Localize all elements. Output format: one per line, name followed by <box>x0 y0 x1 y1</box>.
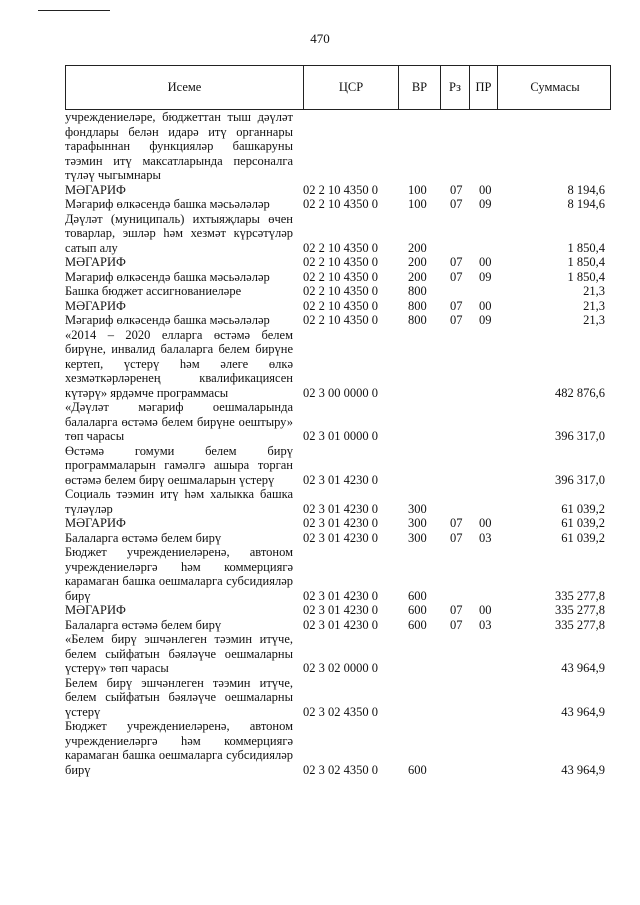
row-sum: 21,3 <box>583 284 605 298</box>
row-rz: 07 <box>450 530 463 545</box>
row-csr: 02 2 10 4350 0 <box>303 240 378 255</box>
row-pr: 09 <box>479 313 492 327</box>
table-row <box>65 400 611 444</box>
row-rz: 07 <box>450 516 463 530</box>
table-row <box>65 299 611 314</box>
row-vr: 300 <box>408 516 427 530</box>
row-sum: 21,3 <box>583 298 605 313</box>
row-vr: 300 <box>408 501 427 516</box>
table-row <box>65 255 611 270</box>
row-name: МӘГАРИФ <box>65 298 126 313</box>
row-pr: 09 <box>479 197 492 211</box>
row-sum: 8 194,6 <box>567 197 605 211</box>
row-csr: 02 3 02 4350 0 <box>303 704 378 719</box>
row-rz: 07 <box>450 197 463 211</box>
header-rz: Рз <box>441 66 470 109</box>
row-csr: 02 2 10 4350 0 <box>303 197 378 211</box>
table-row <box>65 313 611 328</box>
row-csr: 02 2 10 4350 0 <box>303 182 378 197</box>
row-vr: 100 <box>408 197 427 211</box>
row-sum: 335 277,8 <box>555 603 605 617</box>
table-row <box>65 197 611 212</box>
row-vr: 600 <box>408 617 427 632</box>
row-csr: 02 2 10 4350 0 <box>303 313 378 327</box>
row-pr: 09 <box>479 269 492 284</box>
row-sum: 21,3 <box>583 313 605 327</box>
row-vr: 200 <box>408 240 427 255</box>
table-row <box>65 618 611 633</box>
row-pr: 00 <box>479 255 492 269</box>
row-vr: 600 <box>408 762 427 777</box>
row-sum: 335 277,8 <box>555 588 605 603</box>
row-name: Дәүләт (муниципаль) ихтыяҗлары өчен товарлар, эшләр һәм хезмәт күрсәтүләр сатып алу <box>65 211 293 255</box>
table-row <box>65 212 611 256</box>
row-csr: 02 2 10 4350 0 <box>303 255 378 269</box>
row-rz: 07 <box>450 269 463 284</box>
row-pr: 03 <box>479 617 492 632</box>
table-row <box>65 531 611 546</box>
row-csr: 02 2 10 4350 0 <box>303 269 378 284</box>
row-sum: 43 964,9 <box>561 762 605 777</box>
row-name: Башка бюджет ассигнованиеләре <box>65 284 242 298</box>
row-pr: 00 <box>479 603 492 617</box>
row-vr: 800 <box>408 298 427 313</box>
row-name: Балаларга өстәмә белем бирү <box>65 617 222 632</box>
row-name: Мәгариф өлкәсендә башка мәсьәләләр <box>65 197 270 211</box>
table-header <box>65 65 611 110</box>
table-row <box>65 516 611 531</box>
table-row <box>65 270 611 285</box>
row-csr: 02 3 01 4230 0 <box>303 501 378 516</box>
row-csr: 02 3 01 4230 0 <box>303 603 378 617</box>
row-sum: 1 850,4 <box>567 240 605 255</box>
row-csr: 02 3 01 4230 0 <box>303 530 378 545</box>
row-vr: 800 <box>408 313 427 327</box>
row-name: Өстәмә гомуми белем бирү программаларын гамәлгә ашыра торган өстәмә белем бирү оешмаларын үстерү <box>65 443 293 487</box>
header-vr: ВР <box>399 66 441 109</box>
table-row <box>65 545 611 603</box>
table-body <box>65 110 611 777</box>
row-rz: 07 <box>450 617 463 632</box>
row-sum: 43 964,9 <box>561 704 605 719</box>
row-pr: 00 <box>479 182 492 197</box>
row-rz: 07 <box>450 313 463 327</box>
row-sum: 1 850,4 <box>567 255 605 269</box>
row-name: Социаль тәэмин итү һәм халыкка башка түләүләр <box>65 487 293 516</box>
row-vr: 300 <box>408 530 427 545</box>
row-rz: 07 <box>450 182 463 197</box>
row-csr: 02 3 01 4230 0 <box>303 588 378 603</box>
row-csr: 02 3 02 4350 0 <box>303 762 378 777</box>
header-pr: ПР <box>470 66 498 109</box>
row-sum: 396 317,0 <box>555 472 605 487</box>
header-sum: Суммасы <box>530 80 580 94</box>
table-row <box>65 676 611 720</box>
row-vr: 800 <box>408 284 427 298</box>
row-name: Бюджет учреждениеләренә, автоном учреждениеләргә һәм коммерциягә карамаган башка оешмаларга субсидияләр бирү <box>65 719 293 777</box>
row-name: учреждениеләре, бюджеттан тыш дәүләт фондлары белән идарә итү органнары тарафыннан функцияләр башкаруны тәэмин итү максатларында персоналга түләү чыгымнары <box>65 110 293 182</box>
row-csr: 02 3 02 0000 0 <box>303 661 378 675</box>
row-csr: 02 3 01 0000 0 <box>303 429 378 443</box>
row-name: Мәгариф өлкәсендә башка мәсьәләләр <box>65 269 270 284</box>
row-csr: 02 3 01 4230 0 <box>303 472 378 487</box>
row-name: «Белем бирү эшчәнлеген тәэмин итүче, белем сыйфатын бәяләүче оешмаларны үстерү» төп чарасы <box>65 632 293 675</box>
row-csr: 02 2 10 4350 0 <box>303 298 378 313</box>
row-name: МӘГАРИФ <box>65 516 126 530</box>
row-sum: 61 039,2 <box>561 501 605 516</box>
row-pr: 00 <box>479 516 492 530</box>
table-row <box>65 284 611 299</box>
header-name: Исеме <box>66 66 304 109</box>
row-csr: 02 3 01 4230 0 <box>303 516 378 530</box>
row-vr: 200 <box>408 269 427 284</box>
header-csr: ЦСР <box>304 66 399 109</box>
row-csr: 02 2 10 4350 0 <box>303 284 378 298</box>
row-name: МӘГАРИФ <box>65 603 126 617</box>
row-vr: 200 <box>408 255 427 269</box>
row-name: МӘГАРИФ <box>65 182 126 197</box>
row-pr: 00 <box>479 298 492 313</box>
row-rz: 07 <box>450 255 463 269</box>
row-sum: 335 277,8 <box>555 617 605 632</box>
row-pr: 03 <box>479 530 492 545</box>
row-rz: 07 <box>450 603 463 617</box>
row-name: «Дәүләт мәгариф оешмаларында балаларга өстәмә белем бирүне оештыру» төп чарасы <box>65 400 293 443</box>
row-sum: 61 039,2 <box>561 530 605 545</box>
row-name: Мәгариф өлкәсендә башка мәсьәләләр <box>65 313 270 327</box>
table-row <box>65 444 611 488</box>
table-row <box>65 183 611 198</box>
row-sum: 8 194,6 <box>567 182 605 197</box>
row-sum: 482 876,6 <box>555 385 605 400</box>
row-sum: 1 850,4 <box>567 269 605 284</box>
top-rule <box>38 10 110 11</box>
row-csr: 02 3 00 0000 0 <box>303 385 378 400</box>
table-row <box>65 328 611 401</box>
row-name: МӘГАРИФ <box>65 255 126 269</box>
table-row <box>65 719 611 777</box>
table-row <box>65 603 611 618</box>
row-vr: 100 <box>408 182 427 197</box>
row-sum: 61 039,2 <box>561 516 605 530</box>
row-name: Белем бирү эшчәнлеген тәэмин итүче, белем сыйфатын бәяләүче оешмаларны үстерү <box>65 675 293 719</box>
row-vr: 600 <box>408 603 427 617</box>
row-name: Балаларга өстәмә белем бирү <box>65 530 222 545</box>
row-csr: 02 3 01 4230 0 <box>303 617 378 632</box>
row-vr: 600 <box>408 588 427 603</box>
table-row <box>65 632 611 676</box>
table-row <box>65 110 611 183</box>
row-name: «2014 – 2020 елларга өстәмә белем бирүне, инвалид балаларга белем бирүне кертеп, үстерү һәм әлеге өлкә хезмәткәрләренең квалификациясен күтәрү» ярдәмче программасы <box>65 327 293 400</box>
row-sum: 43 964,9 <box>561 661 605 675</box>
row-rz: 07 <box>450 298 463 313</box>
row-sum: 396 317,0 <box>555 429 605 443</box>
page-number: 470 <box>310 31 330 46</box>
row-name: Бюджет учреждениеләренә, автоном учреждениеләргә һәм коммерциягә карамаган башка оешмаларга субсидияләр бирү <box>65 545 293 603</box>
table-row <box>65 487 611 516</box>
